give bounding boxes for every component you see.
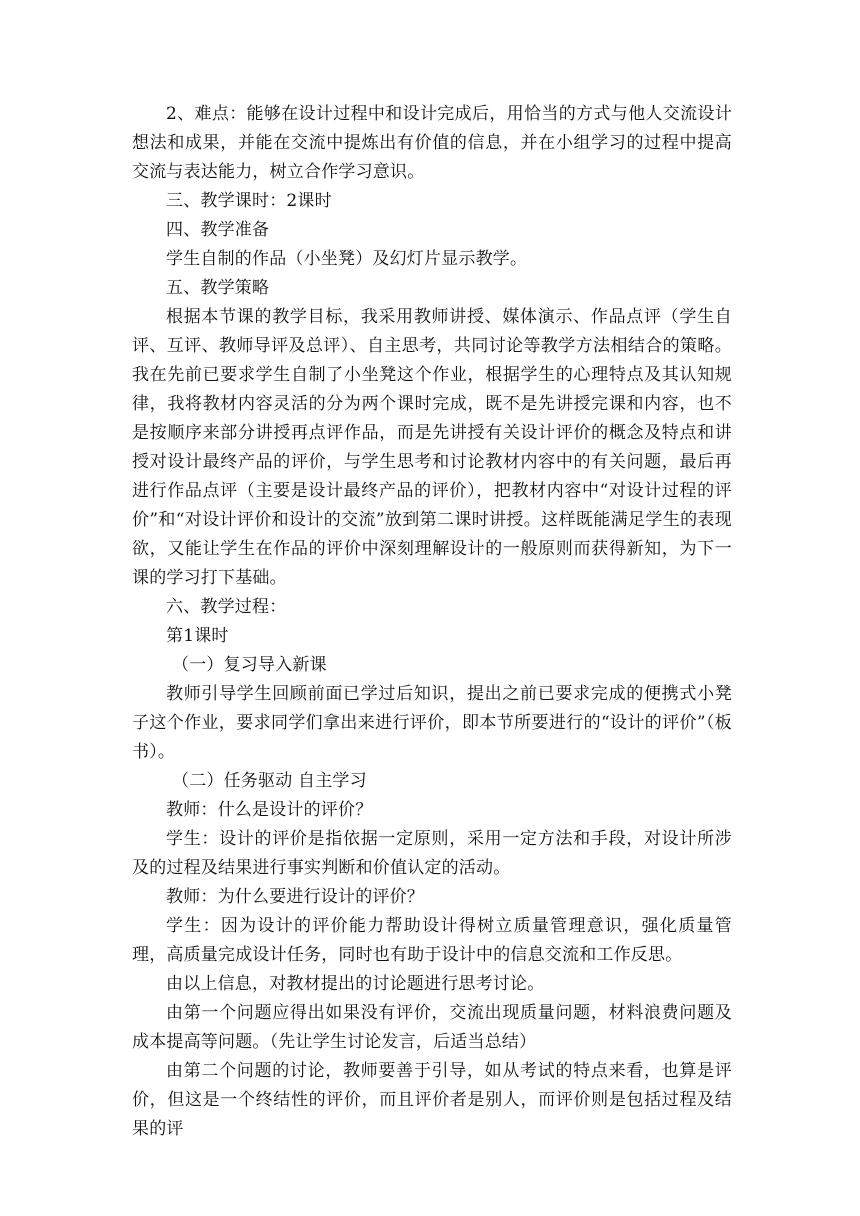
heading-lesson-1: 第1课时 [166, 626, 229, 646]
paragraph-question-1: 由第一个问题应得出如果没有评价，交流出现质量问题，材料浪费问题及成本提高等问题。（先让学生讨论发言，后适当总结） [132, 1003, 732, 1052]
heading-process: 六、教学过程： [166, 597, 287, 617]
document-page [132, 100, 732, 1144]
paragraph-strategy: 根据本节课的教学目标，我采用教师讲授、媒体演示、作品点评（学生自评、互评、教师导评及总评）、自主思考，共同讨论等教学方法相结合的策略。我在先前已要求学生自制了小坐凳这个作业，根据学生的心理特点及其认知规律，我将教材内容灵活的分为两个课时完成，既不是先讲授完课和内容，也不是按顺序来部分讲授再点评作品，而是先讲授有关设计评价的概念及特点和讲授对设计最终产品的评价，与学生思考和讨论教材内容中的有关问题，最后再进行作品点评（主要是设计最终产品的评价），把教材内容中“对设计过程的评价”和“对设计评价和设计的交流”放到第二课时讲授。这样既能满足学生的表现欲，又能让学生在作品的评价中深刻理解设计的一般原则而获得新知，为下一课的学习打下基础。 [132, 307, 732, 588]
paragraph-question-2: 由第二个问题的讨论，教师要善于引导，如从考试的特点来看，也算是评价，但这是一个终结性的评价，而且评价者是别人，而评价则是包括过程及结果的评 [132, 1061, 732, 1139]
paragraph-discussion-intro: 由以上信息，对教材提出的讨论题进行思考讨论。 [166, 974, 545, 994]
heading-review: （一）复习导入新课 [172, 655, 327, 675]
heading-strategy: 五、教学策略 [166, 278, 270, 298]
dialogue-teacher-2: 教师：为什么要进行设计的评价？ [166, 887, 424, 907]
paragraph-difficulty: 2、难点：能够在设计过程中和设计完成后，用恰当的方式与他人交流设计想法和成果，并能在交流中提炼出有价值的信息，并在小组学习的过程中提高交流与表达能力，树立合作学习意识。 [132, 104, 732, 182]
dialogue-student-1: 学生：设计的评价是指依据一定原则，采用一定方法和手段，对设计所涉及的过程及结果进行事实判断和价值认定的活动。 [132, 829, 732, 878]
heading-preparation: 四、教学准备 [166, 220, 270, 240]
heading-class-hours: 三、教学课时：2课时 [166, 191, 332, 211]
dialogue-student-2: 学生：因为设计的评价能力帮助设计得树立质量管理意识，强化质量管理，高质量完成设计任务，同时也有助于设计中的信息交流和工作反思。 [132, 916, 732, 965]
heading-task-driven: （二）任务驱动 自主学习 [172, 771, 367, 791]
paragraph-preparation: 学生自制的作品（小坐凳）及幻灯片显示教学。 [166, 249, 528, 269]
dialogue-teacher-1: 教师：什么是设计的评价？ [166, 800, 373, 820]
paragraph-review: 教师引导学生回顾前面已学过后知识，提出之前已要求完成的便携式小凳子这个作业，要求同学们拿出来进行评价，即本节所要进行的“设计的评价”（板书）。 [132, 684, 732, 762]
